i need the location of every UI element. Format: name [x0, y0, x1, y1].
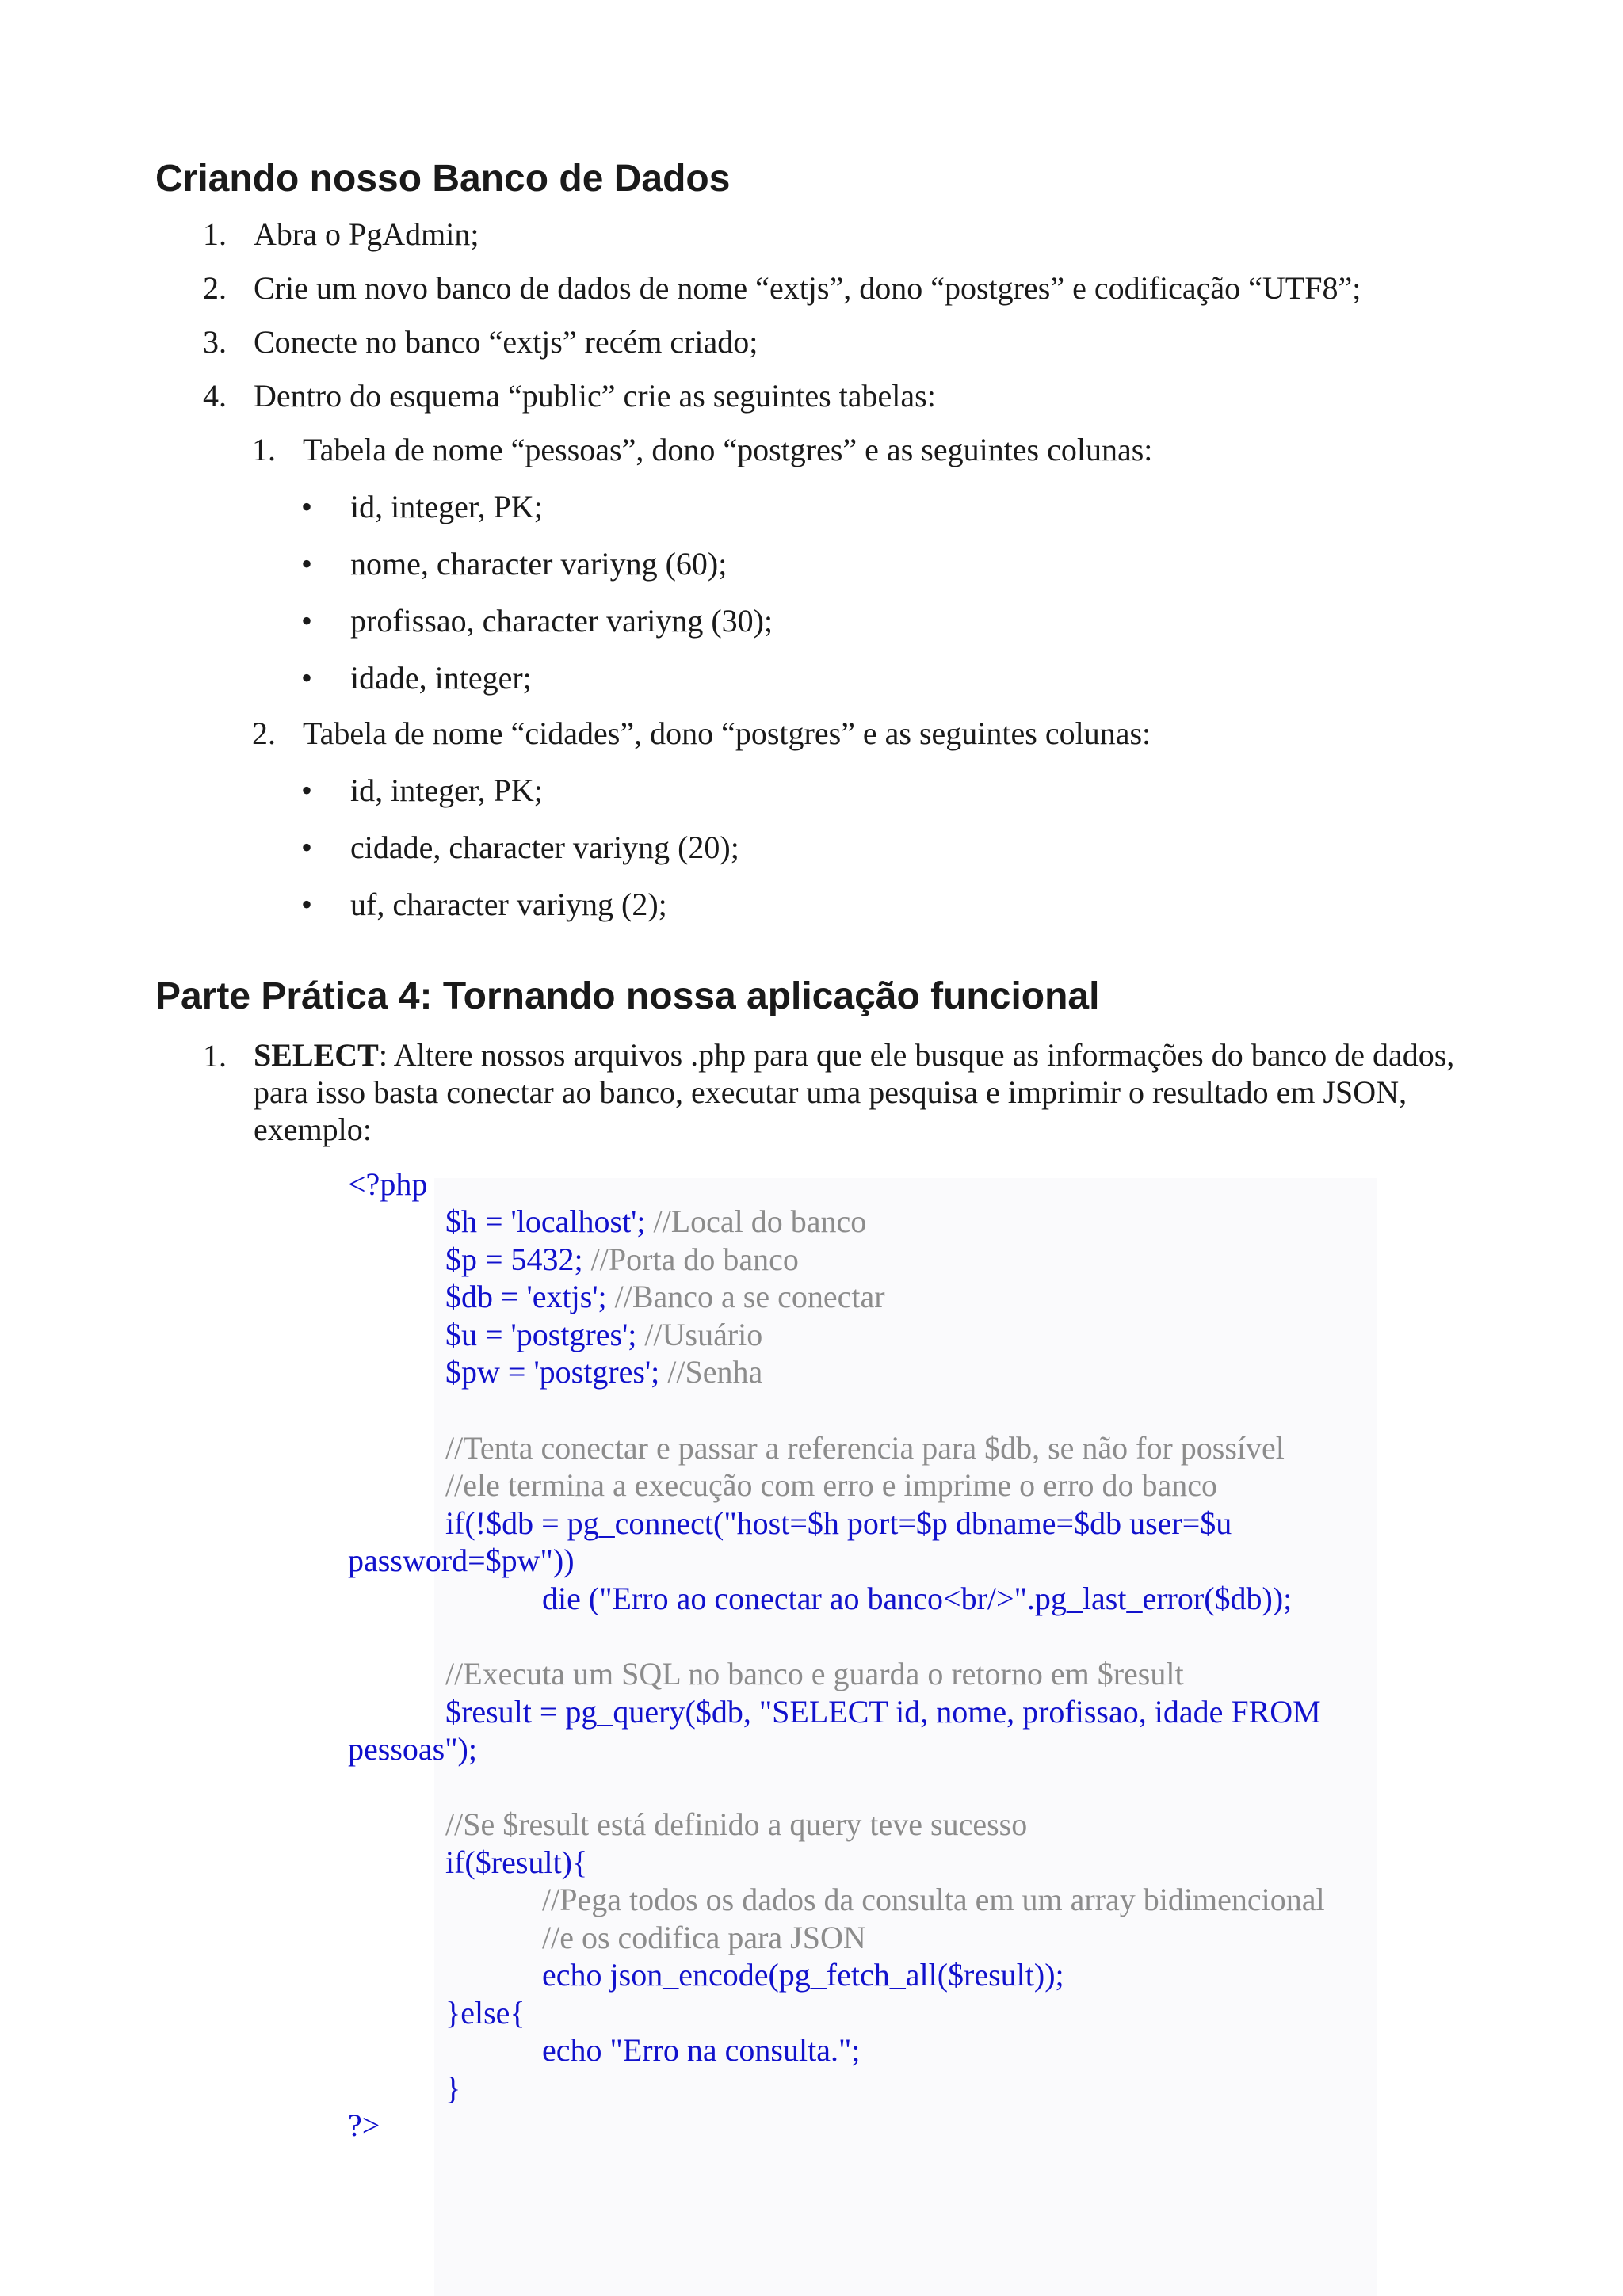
bullet-icon: • [301, 546, 313, 582]
step-number: 1. [203, 216, 227, 252]
step-number: 1. [203, 1038, 227, 1074]
step-text: Dentro do esquema “public” crie as seguintes tabelas: [254, 378, 936, 414]
code-statement: $u = 'postgres'; [445, 1317, 637, 1352]
code-line: $result = pg_query($db, "SELECT id, nome, profissao, idade FROM [445, 1694, 1321, 1730]
code-statement: $pw = 'postgres'; [445, 1354, 660, 1390]
code-comment: //Executa um SQL no banco e guarda o retorno em $result [445, 1656, 1184, 1691]
code-comment: //Se $result está definido a query teve sucesso [445, 1806, 1028, 1842]
section-heading-practice: Parte Prática 4: Tornando nossa aplicação funcional [155, 975, 1100, 1017]
code-comment: //Local do banco [645, 1203, 867, 1239]
step-text: Crie um novo banco de dados de nome “extjs”, dono “postgres” e codificação “UTF8”; [254, 270, 1361, 306]
step-number: 2. [203, 270, 227, 306]
substep-number: 1. [252, 432, 276, 467]
column-item: uf, character variyng (2); [350, 887, 667, 922]
code-comment: //Tenta conectar e passar a referencia para $db, se não for possível [445, 1430, 1285, 1466]
code-statement: $p = 5432; [445, 1241, 583, 1277]
code-line: }else{ [445, 1995, 525, 2031]
code-line [445, 1241, 799, 1277]
step-text: Abra o PgAdmin; [254, 216, 479, 252]
code-comment: //Pega todos os dados da consulta em um array bidimencional [542, 1882, 1325, 1917]
code-line [445, 1356, 762, 1388]
code-line: ?> [348, 2107, 380, 2143]
code-comment: //Senha [659, 1354, 763, 1390]
bullet-icon: • [301, 887, 313, 922]
select-instruction-text: : Altere nossos arquivos .php para que ele busque as informações do banco de dados, para isso basta conectar ao banco, executar uma pesquisa e imprimir o resultado em JSON, exemplo: [254, 1037, 1455, 1147]
code-line [445, 1203, 867, 1239]
code-comment: //Porta do banco [582, 1241, 799, 1277]
code-line [445, 1319, 762, 1351]
bullet-icon: • [301, 603, 313, 639]
code-statement: $h = 'localhost'; [445, 1203, 646, 1239]
substep-text: Tabela de nome “pessoas”, dono “postgres” e as seguintes colunas: [303, 432, 1153, 467]
bullet-icon: • [301, 830, 313, 865]
bullet-icon: • [301, 772, 313, 808]
bullet-icon: • [301, 660, 313, 696]
column-item: id, integer, PK; [350, 489, 543, 524]
code-comment: //Banco a se conectar [606, 1279, 885, 1314]
code-line: <?php [348, 1166, 428, 1202]
code-line [445, 1281, 885, 1313]
bullet-icon: • [301, 489, 313, 524]
column-item: id, integer, PK; [350, 772, 543, 808]
code-comment: //Usuário [636, 1317, 763, 1352]
select-keyword: SELECT [254, 1037, 379, 1073]
section-heading-database: Criando nosso Banco de Dados [155, 158, 731, 200]
substep-text: Tabela de nome “cidades”, dono “postgres” e as seguintes colunas: [303, 715, 1151, 751]
code-comment: //e os codifica para JSON [542, 1920, 866, 1955]
column-item: cidade, character variyng (20); [350, 830, 739, 865]
code-line: } [445, 2070, 461, 2106]
select-instruction [254, 1036, 1490, 1148]
substep-number: 2. [252, 715, 276, 751]
column-item: nome, character variyng (60); [350, 546, 727, 582]
code-line: if(!$db = pg_connect("host=$h port=$p dbname=$db user=$u [445, 1505, 1232, 1541]
code-line: echo json_encode(pg_fetch_all($result)); [542, 1957, 1064, 1993]
code-line: pessoas"); [348, 1731, 477, 1767]
code-line: if($result){ [445, 1844, 588, 1880]
code-statement: $db = 'extjs'; [445, 1279, 607, 1314]
column-item: idade, integer; [350, 660, 532, 696]
code-comment: //ele termina a execução com erro e imprime o erro do banco [445, 1467, 1217, 1503]
code-line: password=$pw")) [348, 1543, 575, 1578]
code-line: echo "Erro na consulta."; [542, 2032, 861, 2068]
step-text: Conecte no banco “extjs” recém criado; [254, 324, 758, 360]
step-number: 3. [203, 324, 227, 360]
step-number: 4. [203, 378, 227, 414]
code-line: die ("Erro ao conectar ao banco<br/>".pg_last_error($db)); [542, 1581, 1293, 1616]
column-item: profissao, character variyng (30); [350, 603, 773, 639]
